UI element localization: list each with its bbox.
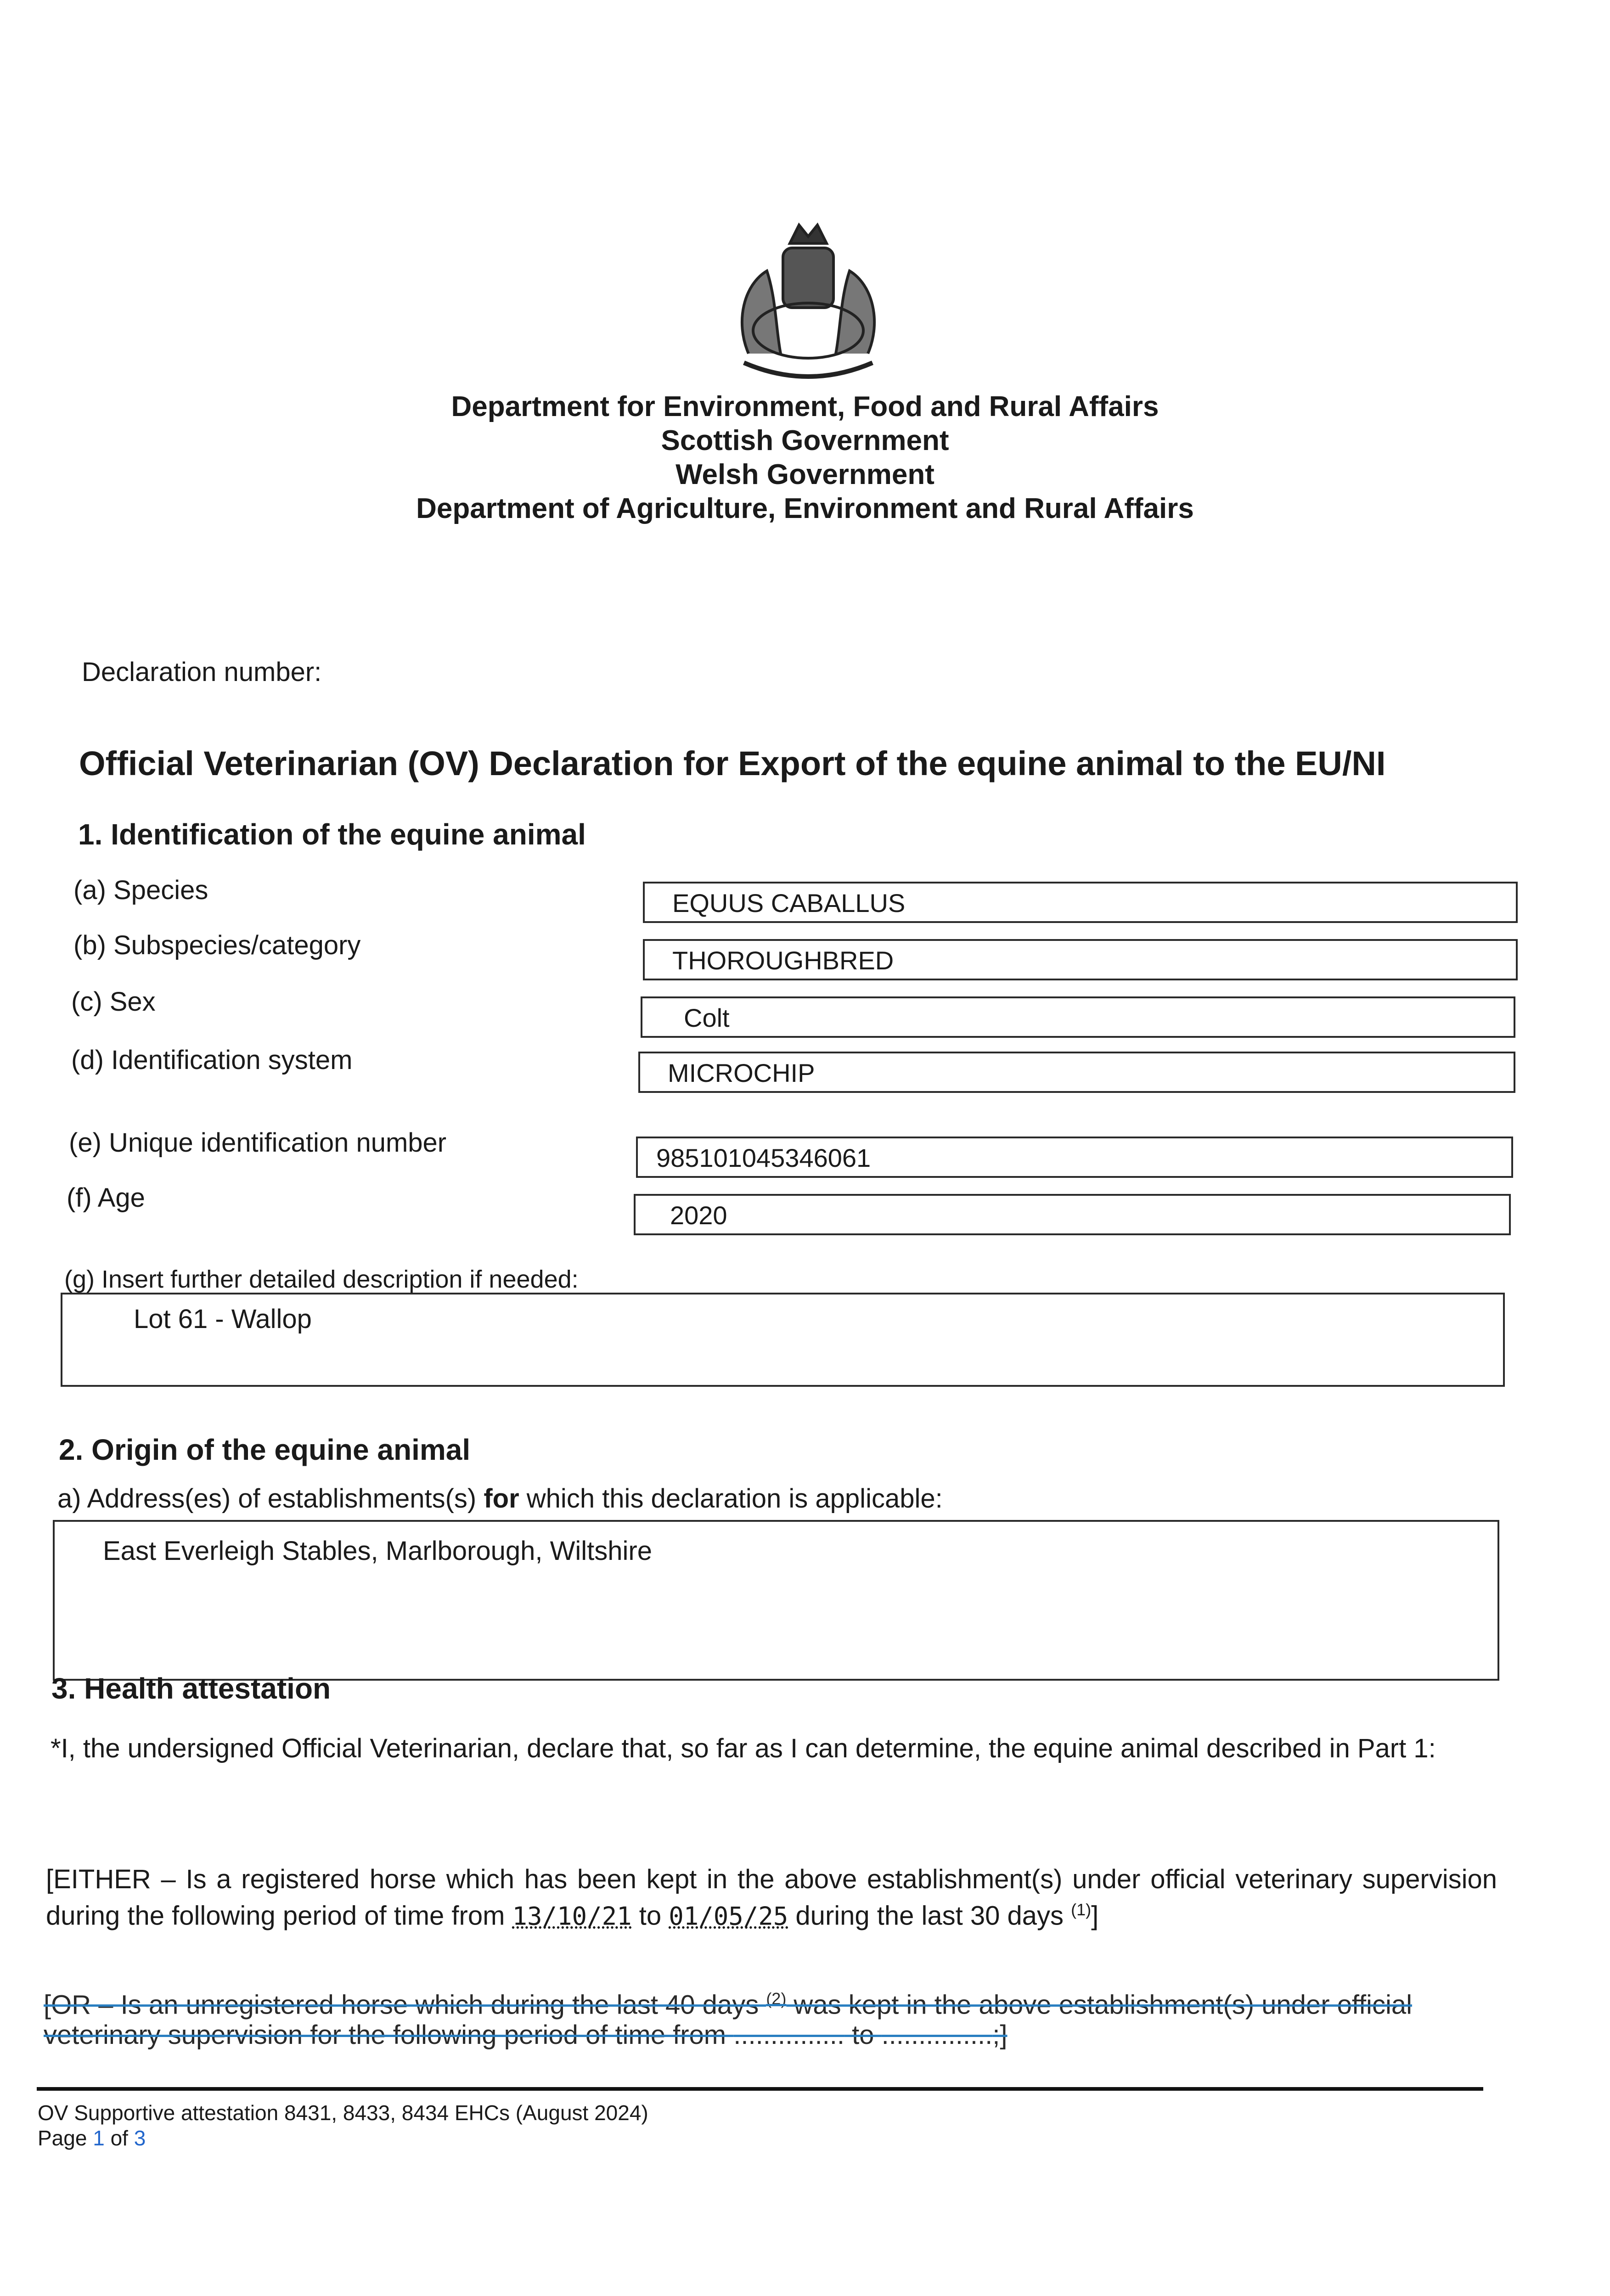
or-clause-struck: [OR – Is an unregistered horse which during the last 40 days $^{(2)}$ was kept in the above establishment(s) under official veterinary supervision for the following period of time from ............... to ...............;] — [44, 1989, 1412, 2050]
subspecies-label: (b) Subspecies/category — [73, 930, 361, 960]
either-date-to[interactable]: 01/05/25 — [669, 1902, 788, 1931]
unique-id-field[interactable]: 985101045346061 — [636, 1137, 1513, 1178]
either-date-from[interactable]: 13/10/21 — [512, 1902, 632, 1931]
unique-id-label: (e) Unique identification number — [69, 1128, 447, 1158]
royal-coat-of-arms-logo — [707, 216, 909, 386]
footer-doc-reference: OV Supportive attestation 8431, 8433, 8434 EHCs (August 2024) — [38, 2101, 648, 2125]
footer-page-number: Page 1 of 3 — [38, 2126, 146, 2150]
sex-field[interactable]: Colt — [641, 996, 1515, 1038]
footer-rule — [37, 2087, 1483, 2091]
species-field[interactable]: EQUUS CABALLUS — [643, 882, 1518, 923]
declaration-number-label: Declaration number: — [82, 657, 322, 687]
address-field[interactable]: East Everleigh Stables, Marlborough, Wiltshire — [53, 1520, 1499, 1681]
agency-scottish-government: Scottish Government — [661, 425, 949, 456]
agency-daera: Department of Agriculture, Environment and Rural Affairs — [416, 493, 1194, 524]
further-description-label: (g) Insert further detailed description if needed: — [64, 1266, 579, 1293]
health-attestation-intro: *I, the undersigned Official Veterinarian, declare that, so far as I can determine, the equine animal described in Part 1: — [51, 1733, 1436, 1763]
section2-heading: 2. Origin of the equine animal — [59, 1433, 471, 1466]
section3-heading: 3. Health attestation — [51, 1672, 331, 1705]
further-description-field[interactable]: Lot 61 - Wallop — [61, 1293, 1505, 1387]
agency-defra: Department for Environment, Food and Rural Affairs — [451, 391, 1159, 422]
sex-label: (c) Sex — [71, 987, 156, 1017]
either-clause: [EITHER – Is a registered horse which has been kept in the above establishment(s) under official veterinary supervision during the following period of time from 13/10/21 to 01/05/25 during the last 30 days $^{(1)}$] — [46, 1864, 1497, 1931]
age-label: (f) Age — [67, 1183, 145, 1213]
document-title: Official Veterinarian (OV) Declaration for Export of the equine animal to the EU/NI — [79, 744, 1386, 782]
section1-heading: 1. Identification of the equine animal — [78, 818, 586, 851]
address-label: a) Address(es) of establishments(s) for which this declaration is applicable: — [57, 1484, 943, 1514]
identification-system-label: (d) Identification system — [71, 1045, 353, 1075]
age-field[interactable]: 2020 — [634, 1194, 1511, 1235]
identification-system-field[interactable]: MICROCHIP — [638, 1052, 1515, 1093]
agency-welsh-government: Welsh Government — [676, 459, 934, 490]
subspecies-field[interactable]: THOROUGHBRED — [643, 939, 1518, 980]
species-label: (a) Species — [73, 875, 208, 905]
